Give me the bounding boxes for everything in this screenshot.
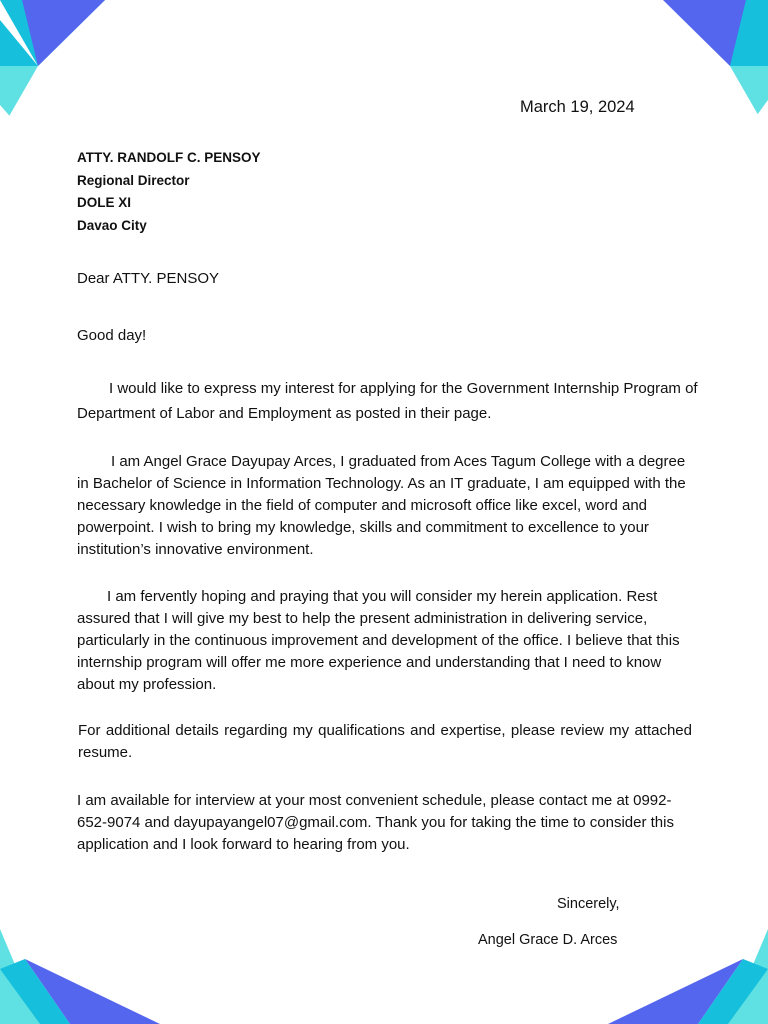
closing: Sincerely, <box>557 896 620 912</box>
greeting: Good day! <box>77 327 147 344</box>
paragraph-resume: For additional details regarding my qualifications and expertise, please review my attached resume. <box>78 722 692 761</box>
recipient-block <box>77 147 261 237</box>
corner-ornament-bottom-right <box>598 929 768 1024</box>
recipient-city: Davao City <box>77 217 147 233</box>
letter-date: March 19, 2024 <box>520 98 635 116</box>
paragraph-contact: I am available for interview at your most convenient schedule, please contact me at 0992-652-9074 and dayupayangel07@gmail.com. Thank you for taking the time to consider this application and I look forward to hearing from you. <box>77 792 674 853</box>
corner-ornament-top-left <box>0 0 110 132</box>
signature-name: Angel Grace D. Arces <box>478 932 618 948</box>
recipient-name: ATTY. RANDOLF C. PENSOY <box>77 150 261 165</box>
recipient-office: DOLE XI <box>77 195 132 210</box>
recipient-title: Regional Director <box>77 172 190 188</box>
paragraph-background: I am Angel Grace Dayupay Arces, I graduated from Aces Tagum College with a degree in Bachelor of Science in Information Technology. As an IT graduate, I am equipped with the necessary knowledge in the field of computer and microsoft office like excel, word and powerpoint. I wish to bring my knowledge, skills and commitment to excellence to your institution’s innovative environment. <box>77 453 686 558</box>
corner-ornament-top-right <box>658 0 768 132</box>
paragraph-interest: I would like to express my interest for applying for the Government Internship Program of Department of Labor and Employment as posted in their page. <box>77 380 698 422</box>
salutation: Dear ATTY. PENSOY <box>77 270 219 287</box>
paragraph-commitment: I am fervently hoping and praying that you will consider my herein application. Rest assured that I will give my best to help the present administration in delivering service, particularly in the continuous improvement and development of the office. I believe that this internship program will offer me more experience and understanding that I need to know about my profession. <box>77 588 680 693</box>
corner-ornament-bottom-left <box>0 929 170 1024</box>
